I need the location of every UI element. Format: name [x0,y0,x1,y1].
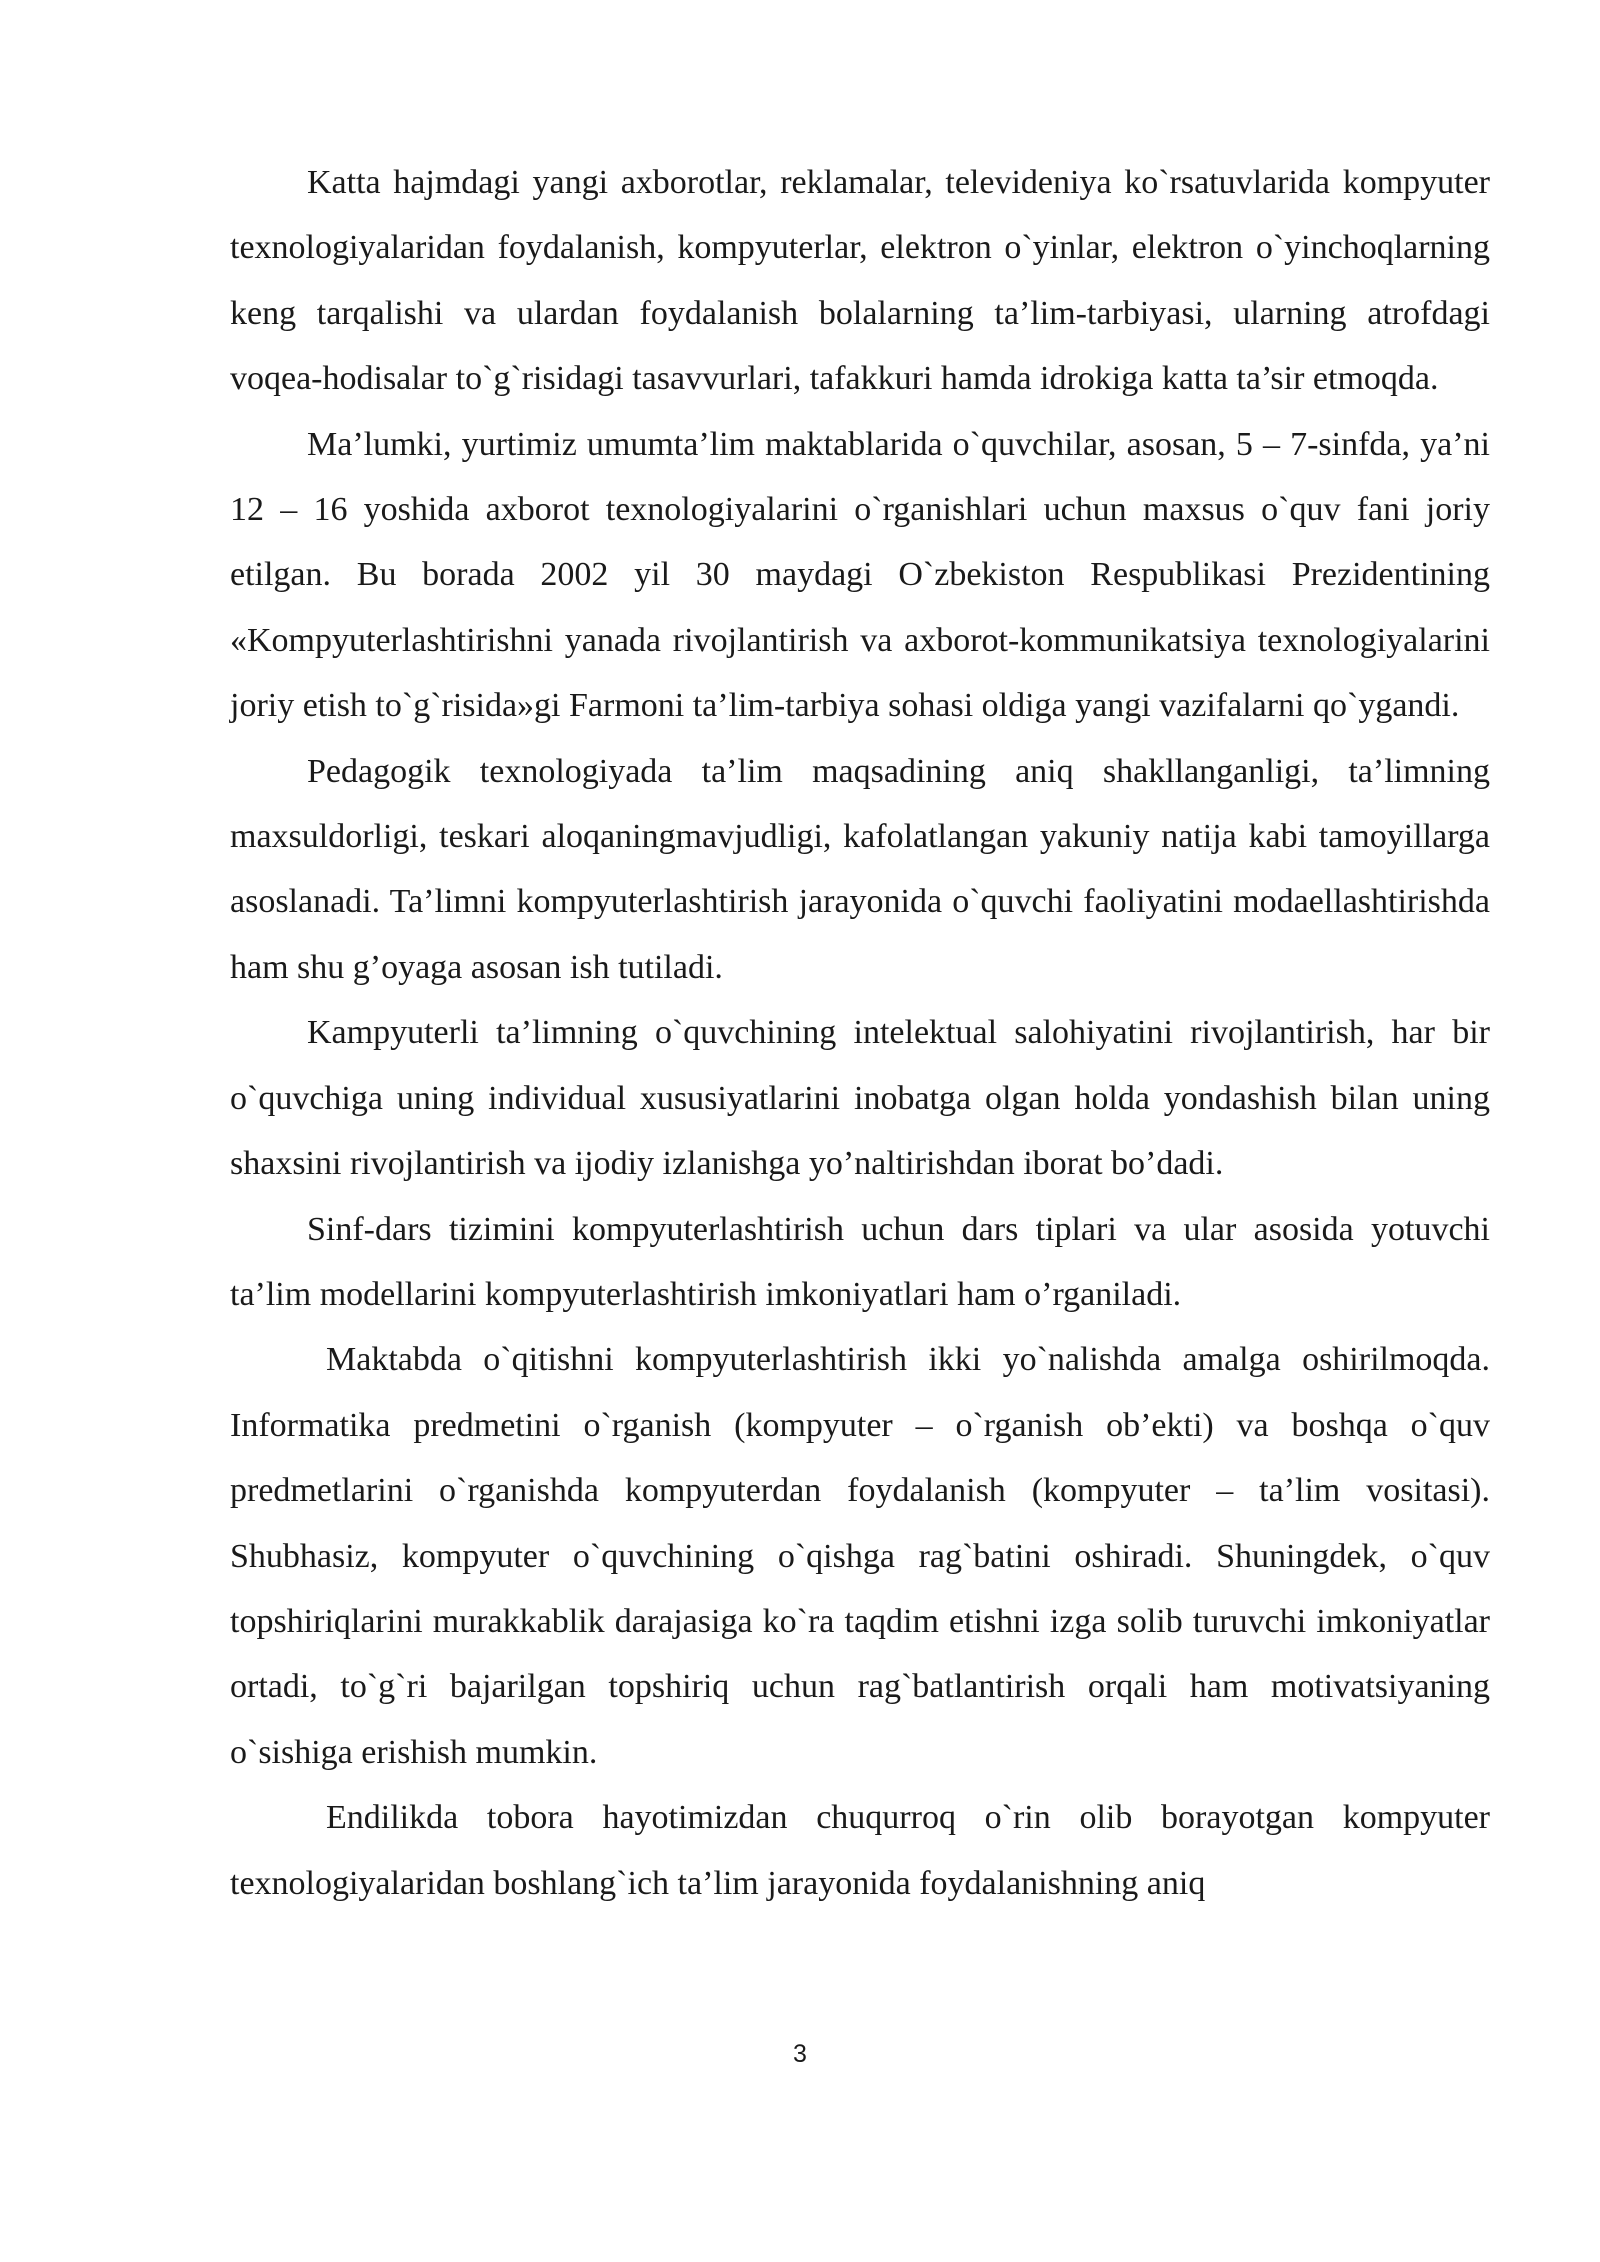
paragraph-4: Kampyuterli ta’limning o`quvchining intelektual salohiyatini rivojlantirish, har bir o`quvchiga uning individual xususiyatlarini inobatga olgan holda yondashish bilan uning shaxsini rivojlantirish va ijodiy izlanishga yo’naltirishdan iborat bo’dadi. [230,1014,1490,1183]
paragraph-3: Pedagogik texnologiyada ta’lim maqsadining aniq shakllanganligi, ta’limning maxsuldorligi, teskari aloqaningmavjudligi, kafolatlangan yakuniy natija kabi tamoyillarga asoslanadi. Ta’limni kompyuterlashtirish jarayonida o`quvchi faoliyatini modaellashtirishda ham shu g’oyaga asosan ish tutiladi. [230,752,1490,986]
body-text [230,150,1490,1916]
paragraph-7: Endilikda tobora hayotimizdan chuqurroq o`rin olib borayotgan kompyuter texnologiyalaridan boshlang`ich ta’lim jarayonida foydalanishning aniq [230,1799,1490,1902]
paragraph-5: Sinf-dars tizimini kompyuterlashtirish uchun dars tiplari va ular asosida yotuvchi ta’lim modellarini kompyuterlashtirish imkoniyatlari ham o’rganiladi. [230,1210,1490,1313]
paragraph-1: Katta hajmdagi yangi axborotlar, reklamalar, televideniya ko`rsatuvlarida kompyuter texnologiyalaridan foydalanish, kompyuterlar, elektron o`yinlar, elektron o`yinchoqlarning keng tarqalishi va ulardan foydalanish bolalarning ta’lim-tarbiyasi, ularning atrofdagi voqea-hodisalar to`g`risidagi tasavvurlari, tafakkuri hamda idrokiga katta ta’sir etmoqda. [230,164,1490,398]
paragraph-2: Ma’lumki, yurtimiz umumta’lim maktablarida o`quvchilar, asosan, 5 – 7-sinfda, ya’ni 12 – 16 yoshida axborot texnologiyalarini o`rganishlari uchun maxsus o`quv fani joriy etilgan. Bu borada 2002 yil 30 maydagi O`zbekiston Respublikasi Prezidentining «Kompyuterlashtirishni yanada rivojlantirish va axborot-kommunikatsiya texnologiyalarini joriy etish to`g`risida»gi Farmoni ta’lim-tarbiya sohasi oldiga yangi vazifalarni qo`ygandi. [230,425,1490,725]
paragraph-6: Maktabda o`qitishni kompyuterlashtirish ikki yo`nalishda amalga oshirilmoqda. Informatika predmetini o`rganish (kompyuter – o`rganish ob’ekti) va boshqa o`quv predmetlarini o`rganishda kompyuterdan foydalanish (kompyuter – ta’lim vositasi). Shubhasiz, kompyuter o`quvchining o`qishga rag`batini oshiradi. Shuningdek, o`quv topshiriqlarini murakkablik darajasiga ko`ra taqdim etishni izga solib turuvchi imkoniyatlar ortadi, to`g`ri bajarilgan topshiriq uchun rag`batlantirish orqali ham motivatsiyaning o`sishiga erishish mumkin. [230,1341,1490,1771]
page-number: 3 [793,2040,807,2068]
